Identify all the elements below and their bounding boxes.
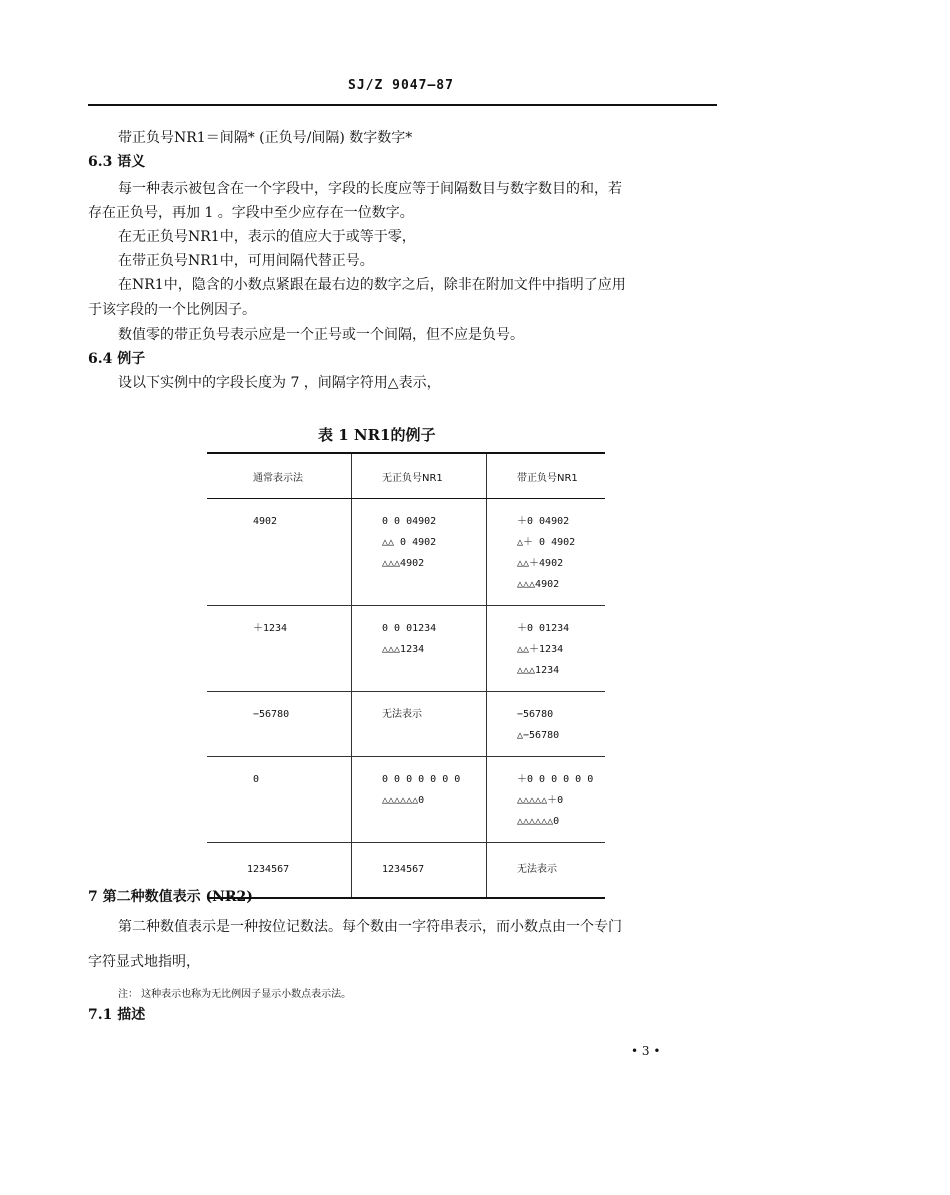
cell-value: 0 0 04902 <box>382 516 437 527</box>
paragraph-6: 设以下实例中的字段长度为 7 ，间隔字符用△表示， <box>118 375 441 391</box>
section-6-3-heading: 6.3 语义 <box>88 154 146 170</box>
cell-normal <box>207 606 352 692</box>
cell-normal <box>207 757 352 843</box>
cell-value: △△△1234 <box>382 644 425 655</box>
cell-signed <box>487 692 606 757</box>
cell-value: △＋ 0 4902 <box>517 537 576 548</box>
cell-value: △△△4902 <box>517 579 560 590</box>
cell-value: 0 <box>253 774 260 785</box>
cell-value: △△△△△△0 <box>382 795 425 806</box>
paragraph-1-line-1: 每一种表示被包含在一个字段中，字段的长度应等于间隔数目与数字数目的和，若 <box>118 181 622 197</box>
section-7-paragraph-line-2: 字符显式地指明， <box>88 954 200 970</box>
paragraph-2: 在无正负号NR1中，表示的值应大于或等于零， <box>118 229 416 245</box>
cell-normal <box>207 692 352 757</box>
table-row <box>207 843 605 899</box>
cell-value: △△△△△△0 <box>517 816 560 827</box>
cell-value: △−56780 <box>517 730 560 741</box>
paragraph-5: 数值零的带正负号表示应是一个正号或一个间隔，但不应是负号。 <box>118 327 524 343</box>
cell-value: 4902 <box>253 516 278 527</box>
document-code: SJ/Z 9047—87 <box>348 78 454 93</box>
paragraph-4-line-1: 在NR1中，隐含的小数点紧跟在最右边的数字之后，除非在附加文件中指明了应用 <box>118 277 626 293</box>
col-header-signed: 带正负号NR1 <box>487 453 606 499</box>
col-header-normal: 通常表示法 <box>207 453 352 499</box>
section-7-1-heading: 7.1 描述 <box>88 1007 146 1023</box>
cell-value: △△△1234 <box>517 665 560 676</box>
cell-signed <box>487 843 606 899</box>
cell-value: △△＋1234 <box>517 644 564 655</box>
note-text: 注： 这种表示也称为无比例因子显示小数点表示法。 <box>118 989 352 1000</box>
table-row <box>207 692 605 757</box>
section-7-heading: 7 第二种数值表示 (NR2) <box>88 889 253 905</box>
cell-value: ＋0 0 0 0 0 0 <box>517 774 594 785</box>
syntax-line: 带正负号NR1＝间隔* (正负号/间隔) 数字数字* <box>118 130 413 146</box>
table-row <box>207 757 605 843</box>
cell-value: △△＋4902 <box>517 558 564 569</box>
table-row <box>207 606 605 692</box>
cell-value: 0 0 01234 <box>382 623 437 634</box>
paragraph-3: 在带正负号NR1中，可用间隔代替正号。 <box>118 253 374 269</box>
table-caption: 表 1 NR1的例子 <box>318 426 436 444</box>
cell-value: ＋0 01234 <box>517 623 570 634</box>
cell-value: △△△△△＋0 <box>517 795 564 806</box>
cell-unsigned <box>352 499 487 606</box>
nr1-examples-table <box>207 452 605 899</box>
table-header-row <box>207 453 605 499</box>
cell-signed <box>487 757 606 843</box>
page-number: • 3 • <box>631 1044 661 1058</box>
cell-signed <box>487 499 606 606</box>
cell-value: 1234567 <box>247 864 290 875</box>
cell-unsigned <box>352 606 487 692</box>
cell-value: 无法表示 <box>382 709 422 720</box>
cell-value: ＋0 04902 <box>517 516 570 527</box>
cell-signed <box>487 606 606 692</box>
col-header-unsigned: 无正负号NR1 <box>352 453 487 499</box>
cell-value: −56780 <box>517 709 554 720</box>
cell-unsigned <box>352 757 487 843</box>
cell-unsigned <box>352 843 487 899</box>
paragraph-4-line-2: 于该字段的一个比例因子。 <box>88 302 256 318</box>
table-row <box>207 499 605 606</box>
cell-unsigned <box>352 692 487 757</box>
paragraph-1-line-2: 存在正负号，再加 1 。字段中至少应存在一位数字。 <box>88 205 414 221</box>
cell-value: 1234567 <box>382 864 425 875</box>
cell-value: −56780 <box>253 709 290 720</box>
cell-value: ＋1234 <box>253 623 288 634</box>
section-7-paragraph-line-1: 第二种数值表示是一种按位记数法。每个数由一字符串表示，而小数点由一个专门 <box>118 919 622 935</box>
cell-value: △△△4902 <box>382 558 425 569</box>
section-6-4-heading: 6.4 例子 <box>88 351 146 367</box>
cell-value: △△ 0 4902 <box>382 537 437 548</box>
cell-value: 0 0 0 0 0 0 0 <box>382 774 461 785</box>
cell-value: 无法表示 <box>517 864 557 875</box>
cell-normal <box>207 499 352 606</box>
header-rule <box>88 104 717 106</box>
